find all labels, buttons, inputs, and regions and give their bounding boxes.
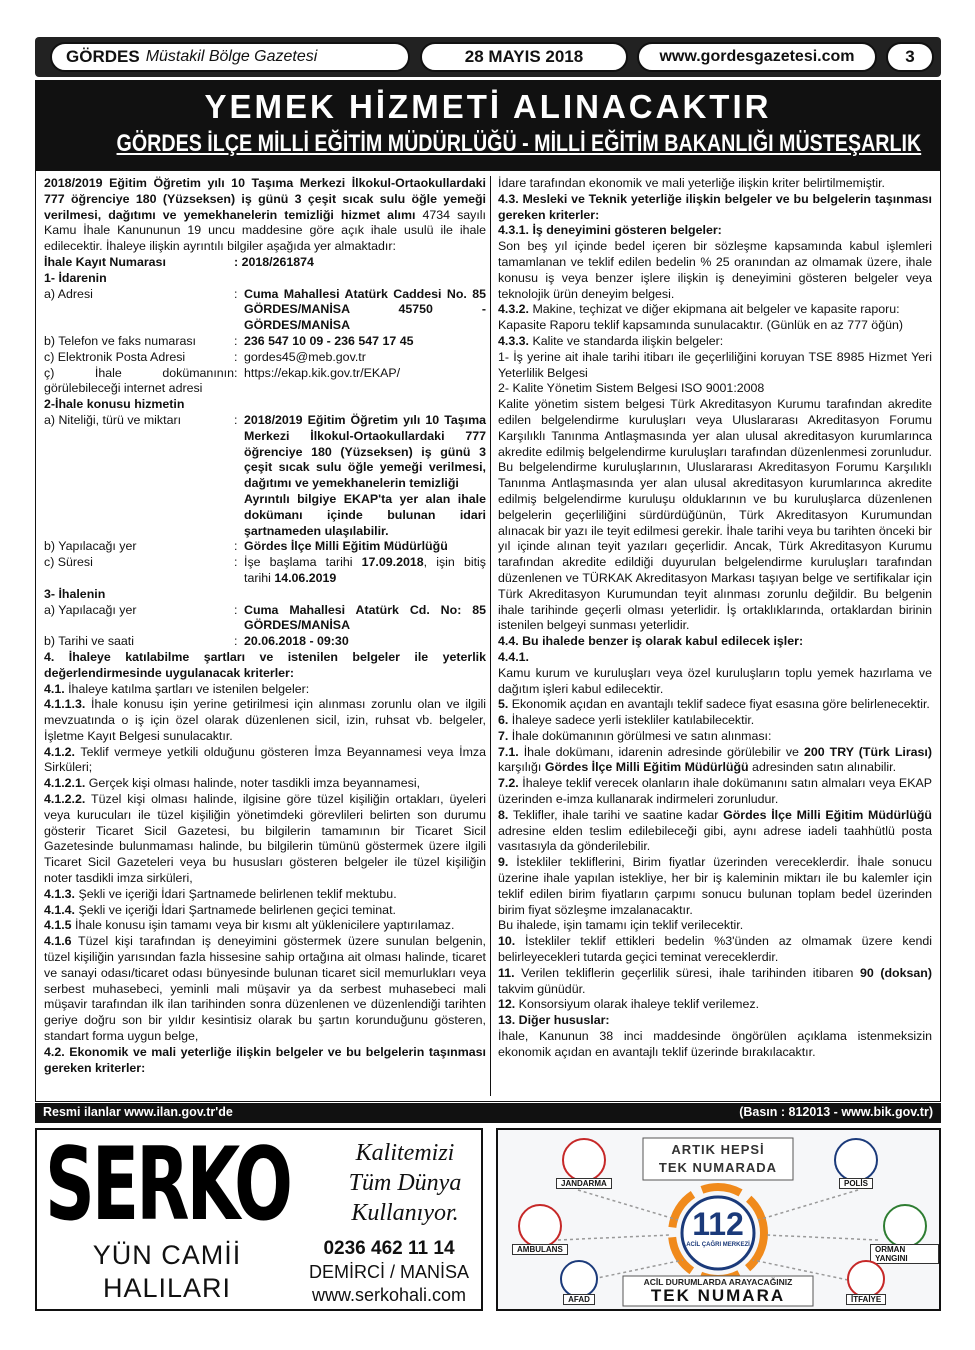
paper-name-pill (50, 42, 410, 72)
article-title: YEMEK HİZMETİ ALINACAKTIR (204, 88, 772, 125)
s414-num: 4.1.4. (44, 902, 76, 917)
s432-num: 4.3.2. (498, 302, 530, 317)
serko-phone: 0236 462 11 14 (323, 1238, 455, 1259)
left-column (44, 176, 486, 1076)
s432-b: Kapasite Raporu teklif kapsamında sunulacaktır. (Günlük en az 777 öğün) (498, 318, 904, 333)
s6-text: İhaleye sadece yerli istekliler katılabilecektir. (508, 713, 755, 728)
s2a-note: Ayrıntılı bilgiye EKAP'ta yer alan ihale dokümanı içinde bulunan idari şartnameden ulaşılabilir. (244, 491, 486, 538)
serko-slogan-1: Kalitemizi (355, 1140, 455, 1166)
s1b-label: b) Telefon ve faks numarası (44, 333, 196, 348)
ambulance-icon (518, 1204, 562, 1248)
serko-product-1: YÜN CAMİİ (92, 1240, 242, 1270)
right-column (498, 176, 932, 1061)
badge-label: İTFAİYE (846, 1294, 886, 1305)
s9-num: 9. (498, 855, 509, 870)
s4121 (44, 776, 486, 792)
s41-num: 4.1. (44, 681, 65, 696)
intro-rest: 4734 sayılı Kamu İhale Kanununun 19 uncu maddesine göre açık ihale usulü ile ihale edilecektir. İhaleye ilişkin ayrıntılı bilgiler aşağıda yer almaktadır: (44, 207, 486, 254)
s1d-value[interactable]: https://ekap.kik.gov.tr/EKAP/ (244, 365, 401, 380)
s71-b: karşılığı (498, 760, 545, 775)
ad-112-banner-1: ARTIK HEPSİ (671, 1142, 765, 1157)
ad-112-number: 112 (692, 1206, 744, 1242)
serko-web[interactable]: www.serkohali.com (311, 1285, 467, 1305)
s2b-row: b) Yapılacağı yer : Gördes İlçe Milli Eğitim Müdürlüğü (44, 539, 486, 555)
website-link[interactable]: www.gordesgazetesi.com (659, 48, 855, 65)
s12-text: Konsorsiyum olarak ihaleye teklif verilemez. (515, 997, 760, 1012)
s412-num: 4.1.2. (44, 744, 76, 759)
footer-right-text[interactable]: (Basın : 812013 - www.bik.gov.tr) (739, 1105, 933, 1119)
s13-heading: 13. Diğer hususlar: (498, 1013, 610, 1028)
s4122 (44, 792, 486, 887)
s416 (44, 934, 486, 1045)
footer-left-text[interactable]: Resmi ilanlar www.ilan.gov.tr'de (43, 1105, 233, 1119)
jandarma-icon (562, 1138, 606, 1182)
s71-place: Gördes İlçe Milli Eğitim Müdürlüğü (544, 760, 749, 775)
s1d-label: ç) İhale dokümanının görülebileceği internet adresi (44, 365, 234, 396)
s416-num: 4.1.6 (44, 934, 72, 949)
s5-text: Ekonomik açıdan en avantajlı teklif sadece fiyat esasına göre belirlenecektir. (508, 697, 930, 712)
police-icon (834, 1138, 878, 1182)
column-divider (490, 176, 491, 1096)
s2c-pre: İşe başlama tarihi (244, 555, 362, 570)
s11-a: Verilen tekliflerin geçerlilik süresi, ihale tarihinden itibaren (514, 965, 860, 980)
s1c-value: gordes45@meb.gov.tr (244, 349, 366, 364)
s12 (498, 997, 932, 1013)
s7-text: İhale dokümanının görülmesi ve satın alınması: (508, 728, 772, 743)
badge-jandarma (556, 1138, 612, 1189)
date-pill (420, 42, 628, 72)
serko-logo: SERKO (45, 1125, 291, 1244)
s71-num: 7.1. (498, 744, 519, 759)
s2b-value: Gördes İlçe Milli Eğitim Müdürlüğü (244, 539, 448, 554)
s1b-row: b) Telefon ve faks numarası : 236 547 10 09 - 236 547 17 45 (44, 334, 486, 350)
ad-112-center-label: ACİL ÇAĞRI MERKEZİ (686, 1242, 750, 1248)
s12-num: 12. (498, 997, 516, 1012)
s9 (498, 855, 932, 918)
s42-text: İdare tarafından ekonomik ve mali yeterliğe ilişkin kriter belirtilmemiştir. (498, 176, 886, 190)
serko-ad[interactable] (35, 1125, 483, 1311)
s8-b: adresine elden teslim edilebileceği gibi, aynı adrese iadeli taahhütlü posta vasıtasıyla da gönderilebilir. (498, 823, 932, 854)
s441-text: Kamu kurum ve kuruluşları veya özel kuruluşların toplu yemek hazırlama ve dağıtım işleri kabul edilecektir. (498, 665, 932, 696)
s416-text: Tüzel kişi tarafından iş deneyimini göstermek üzere sunulan belgenin, tüzel kişiliğin yarısından fazla hissesine sahip ortağına ait olması halinde, ticaret ve sanayi odası/ticaret odası bünyesinde bulunan ticaret sicil memurlukları veya serbest muhasebeci, yeminli mali müşavir ya da serbest muhasebeci mali müşavir tarafından ilk ilan tarihinden sonra düzenlenen ve düzenlendiği tarihten geriye doğru son bir yıldır kesintisiz olarak bu şartın korunduğunu gösteren, standart forma uygun belge, (44, 934, 486, 1044)
s4113-num: 4.1.1.3. (44, 697, 86, 712)
s1a-row: a) Adresi : Cuma Mahallesi Atatürk Caddesi No. 85 GÖRDES/MANİSA 45750 - GÖRDES/MANİSA (44, 286, 486, 333)
s6-num: 6. (498, 713, 509, 728)
s432 (498, 302, 932, 318)
s8-num: 8. (498, 807, 509, 822)
s10-num: 10. (498, 934, 516, 949)
s44-heading: 4.4. Bu ihalede benzer iş olarak kabul edilecek işler: (498, 634, 804, 649)
footer-bar (35, 1103, 941, 1123)
s433-num: 4.3.3. (498, 333, 530, 348)
s413 (44, 887, 486, 903)
s8-a: Teklifler, ihale tarihi ve saatine kadar (508, 807, 724, 822)
s2c-row: c) Süresi : İşe başlama tarihi 17.09.2018, işin bitiş tarihi 14.06.2019 (44, 555, 486, 585)
s71-c: adresinden satın alınabilir. (748, 760, 897, 775)
badge-label: AMBULANS (512, 1244, 568, 1255)
fire-department-icon (847, 1260, 885, 1298)
s2b-label: b) Yapılacağı yer (44, 539, 137, 554)
s433-text: Kalite ve standarda ilişkin belgeler: (529, 333, 724, 348)
s11-b: takvim günüdür. (498, 981, 586, 996)
ad-112-banner-2: TEK NUMARADA (658, 1160, 778, 1175)
s433-body: Kalite yönetim sistem belgesi Türk Akreditasyon Kurumu tarafından akredite edilen belgelendirme kuruluşları veya Uluslararası Akreditasyon Forumu Karşılıklı Tanınma Antlaşmasında yer alan ulusal akreditasyon kurumlarınca akredite edilmiş belgelendirme kuruluşları tarafından düzenlenmesi zorunludur. Bu belgelendirme kuruluşlarının, Uluslararası Akreditasyon Forumu Karşılıklı Tanınma Antlaşmasında yer alan ulusal akreditasyon kurumlarınca akredite edilmiş belgelendirme kuruluşu olduklarının ve bu kuruluşlarca düzenlenen belgelerin geçerliliğini sürdürdüğünün, Türk Akreditasyon Kurumundan alınacak bir yazı ile teyit edilmesi gerekir. İhale tarihi veya bu tarihten önceki bir yıl içinde alınan teyit yazıları geçerlidir. Ancak, Türk Akreditasyon Kurumu tarafından akredite edildiği duyurulan belgelendirme kuruluşları tarafından düzenlenen ve TÜRKAK Akreditasyon Markası taşıyan belge ve sertifikalar için Türk Akreditasyon Kurumundan teyit alınması zorunlu değildir. Bu belgenin ihale tarihinde geçerli olması yeterlidir. İş ortaklıklarında, ortaklardan birinin istenilen belgeyi sunması yeterlidir. (498, 397, 932, 633)
s11-num: 11. (498, 965, 515, 980)
serko-product-2: HALILARI (102, 1273, 232, 1303)
s415-text: İhale konusu işin tamamı veya bir kısmı alt yüklenicilere yaptırılamaz. (71, 918, 455, 933)
s4113-text: İhale konusu işin yerine getirilmesi için alınması zorunlu olan ve ilgili mevzuatında o iş için özel olarak düzenlenen sicil, izin, ruhsat vb. belgeler, İşletme Kayıt Belgesi sunulacaktır. (44, 697, 486, 743)
ikn-row (44, 255, 486, 271)
s4121-num: 4.1.2.1. (44, 776, 86, 791)
s42-heading: 4.2. Ekonomik ve mali yeterliğe ilişkin belgeler ve bu belgelerin taşınması gereken kriterler: (44, 1044, 486, 1075)
s43-heading: 4.3. Mesleki ve Teknik yeterliğe ilişkin belgeler ve bu belgelerin taşınması gereken kriterler: (498, 191, 932, 222)
s415 (44, 918, 486, 934)
serko-location: DEMİRCİ / MANİSA (308, 1262, 469, 1282)
s1a-value: Cuma Mahallesi Atatürk Caddesi No. 85 GÖRDES/MANİSA 45750 - GÖRDES/MANİSA (244, 286, 486, 333)
s9-b: Bu ihalede, işin tamamı için teklif verilecektir. (498, 918, 744, 933)
section-1: 1- İdarenin (44, 270, 107, 285)
s3b-row: b) Tarihi ve saati : 20.06.2018 - 09:30 (44, 634, 486, 650)
badge-ambulans (512, 1204, 568, 1255)
s1a-label: a) Adresi (44, 286, 93, 301)
s431-heading: 4.3.1. İş deneyimini gösteren belgeler: (498, 223, 722, 238)
s1c-row: c) Elektronik Posta Adresi : gordes45@meb.gov.tr (44, 350, 486, 366)
section-4-heading: 4. İhaleye katılabilme şartları ve istenilen belgeler ile yeterlik değerlendirmesinde uygulanacak kriterler: (44, 649, 486, 680)
s412-text: Teklif vermeye yetkili olduğunu gösteren İmza Beyannamesi veya İmza Sirküleri; (44, 744, 486, 775)
s2c-end: 14.06.2019 (274, 570, 337, 585)
ikn-label: İhale Kayıt Numarası (44, 254, 166, 269)
s41-text: İhaleye katılma şartları ve istenilen belgeler: (64, 681, 310, 696)
s433-2: 2- Kalite Yönetim Sistem Belgesi ISO 9001:2008 (498, 381, 765, 396)
s412 (44, 745, 486, 777)
badge-label: JANDARMA (556, 1178, 612, 1189)
serko-slogan-2: Tüm Dünya (348, 1170, 462, 1196)
s8-place: Gördes İlçe Milli Eğitim Müdürlüğü (723, 807, 932, 822)
s11-days: 90 (doksan) (859, 965, 932, 980)
serko-slogan-3: Kullanıyor. (351, 1200, 459, 1226)
s4122-num: 4.1.2.2. (44, 792, 86, 807)
paper-subtitle: Müstakil Bölge Gazetesi (145, 48, 318, 65)
s10-text: İstekliler teklif ettikleri bedelin %3'ünden az olmamak üzere kendi belirleyecekleri tutarda geçici teminat vereceklerdir. (498, 934, 932, 965)
ad-112-bottom-1: ACİL DURUMLARDA ARAYACAĞINIZ (643, 1277, 793, 1287)
s433 (498, 334, 932, 350)
s72 (498, 776, 932, 808)
badge-orman-yangini (870, 1204, 939, 1264)
issue-date: 28 MAYIS 2018 (464, 47, 584, 66)
s413-text: Şekli ve içeriği İdari Şartnamede belirlenen teklif mektubu. (75, 886, 397, 901)
s41 (44, 682, 486, 698)
badge-label: POLİS (839, 1178, 873, 1189)
s6 (498, 713, 932, 729)
page-number: 3 (905, 47, 915, 66)
s433-1: 1- İş yerine ait ihale tarihi itibarı ile geçerliliğini koruyan TSE 8985 Hizmet Yeri Yeterlilik Belgesi (498, 349, 932, 380)
badge-afad (560, 1260, 598, 1305)
s4122-text: Tüzel kişi olması halinde, ilgisine göre tüzel kişiliğin ortakları, üyeleri veya kurucuları ile tüzel kişiliğin yönetimdeki görevlileri belirten son durumu gösterir Ticaret Sicil Gazetesi, bu bilgilerin tamamının bir Ticaret Sicil Gazetesinde bulunmaması halinde, bu bilgilerin tümünü göstermek üzere ilgili Ticaret Sicil Gazeteleri veya bu hususları gösteren belgeler ile tüzel kişiliğin noter tasdikli imza sirküleri, (44, 792, 486, 886)
s4121-text: Gerçek kişi olması halinde, noter tasdikli imza beyannamesi, (85, 776, 421, 791)
s71 (498, 745, 932, 777)
s3b-label: b) Tarihi ve saati (44, 634, 134, 649)
paper-name: GÖRDES (66, 47, 140, 66)
s2a-row: a) Niteliği, türü ve miktarı : 2018/2019 Eğitim Öğretim yılı 10 Taşıma Merkezi İlkokul-Ortaokullardaki 777 öğrenciye 180 (Yüzseksen) iş günü 3 çeşit sıcak sulu öğle yemeği verilmesi, dağıtımı ve yemekhanelerin temizliği Ayrıntılı bilgiye EKAP'ta yer alan ihale dokümanı içinde bulunan idari şartnameden ulaşılabilir. (44, 412, 486, 538)
afad-icon (560, 1260, 598, 1298)
s7-num: 7. (498, 728, 509, 743)
intro-bold: 2018/2019 Eğitim Öğretim yılı 10 Taşıma Merkezi İlkokul-Ortaokullardaki 777 öğrenciye 180 (Yüzseksen) iş günü 3 çeşit sıcak sulu öğle yemeği verilmesi, dağıtımı ve yemekhanelerin temizliği hizmet alımı (44, 176, 486, 222)
s2a-values (244, 413, 486, 539)
forest-fire-icon (883, 1204, 927, 1248)
s414-text: Şekli ve içeriği İdari Şartnamede belirlenen geçici teminat. (75, 902, 396, 917)
website-pill (637, 42, 877, 72)
s5 (498, 697, 932, 713)
s72-text: İhaleye teklif verecek olanların ihale dokümanını satın almaları veya EKAP üzerinden e-imza kullanarak indirmeleri zorunludur. (498, 776, 932, 807)
s2c-mid: , işin bitiş tarihi (244, 555, 486, 585)
s3b-value: 20.06.2018 - 09:30 (244, 634, 349, 649)
s431-text: Son beş yıl içinde bedel içeren bir sözleşme kapsamında kabul işlemleri tamamlanan ve teklif edilen bedelin % 25 oranından az olmamak üzere, ihale konusu iş veya benzer işlere ilişkin iş deneyimini gösteren belgeler veya teknolojik ürün deneyim belgesi. (498, 239, 932, 301)
s1c-label: c) Elektronik Posta Adresi (44, 349, 186, 364)
s13-text: İhale, Kanunun 38 inci maddesinde öngörülen açıklama istenmeksizin ekonomik açıdan en avantajlı teklif üzerinde bırakılacaktır. (498, 1029, 932, 1059)
ad-112-bottom-2: TEK NUMARA (650, 1286, 786, 1305)
badge-label: ORMAN YANGINI (870, 1244, 939, 1264)
s413-num: 4.1.3. (44, 886, 76, 901)
ikn-value: : 2018/261874 (234, 254, 314, 269)
s11 (498, 966, 932, 998)
section-3: 3- İhalenin (44, 586, 106, 601)
s1d-row: ç) İhale dokümanının görülebileceği internet adresi : https://ekap.kik.gov.tr/EKAP/ (44, 366, 486, 398)
s3a-label: a) Yapılacağı yer (44, 602, 137, 617)
s2a-label: a) Niteliği, türü ve miktarı (44, 412, 182, 427)
s3a-value: Cuma Mahallesi Atatürk Cd. No: 85 GÖRDES/MANİSA (244, 602, 486, 633)
s5-num: 5. (498, 697, 509, 712)
s3a-row: a) Yapılacağı yer : Cuma Mahallesi Atatürk Cd. No: 85 GÖRDES/MANİSA (44, 602, 486, 633)
s2a-value: 2018/2019 Eğitim Öğretim yılı 10 Taşıma Merkezi İlkokul-Ortaokullardaki 777 öğrenciye 180 (Yüzseksen) iş günü 3 çeşit sıcak sulu öğle yemeği verilmesi, dağıtımı ve yemekhanelerin temizliği (244, 412, 486, 491)
intro (44, 176, 486, 255)
s1b-value: 236 547 10 09 - 236 547 17 45 (244, 333, 414, 348)
s415-num: 4.1.5 (44, 918, 72, 933)
s9-text: İstekliler tekliflerini, Birim fiyatlar üzerinden vereceklerdir. İhale sonucu üzerine ihale yapılan istekliye, her bir iş kaleminin miktarı ile bu kalemler için teklif edilen birim fiyatların çarpımı sonucu bulunan toplam bedel üzerinden birim fiyat sözleşme imzalanacaktır. (498, 855, 932, 917)
s71-a: İhale dokümanı, idarenin adresinde görülebilir ve (518, 744, 804, 759)
emergency-112-ad[interactable] (496, 1128, 941, 1311)
page-number-pill (886, 42, 934, 72)
s414 (44, 903, 486, 919)
s2c-value (244, 555, 486, 587)
s72-num: 7.2. (498, 776, 519, 791)
s2c-start: 17.09.2018 (361, 555, 424, 570)
badge-polis (834, 1138, 878, 1189)
s7 (498, 729, 932, 745)
s71-price: 200 TRY (Türk Lirası) (803, 744, 933, 759)
s432-text: Makine, teçhizat ve diğer ekipmana ait belgeler ve kapasite raporu: (529, 302, 900, 317)
section-2: 2-İhale konusu hizmetin (44, 397, 185, 412)
s8 (498, 808, 932, 855)
badge-itfaiye (846, 1260, 886, 1305)
s441-heading: 4.4.1. (498, 649, 530, 664)
badge-label: AFAD (563, 1294, 595, 1305)
s10 (498, 934, 932, 966)
s4113 (44, 697, 486, 744)
article-subtitle: GÖRDES İLÇE MİLLİ EĞİTİM MÜDÜRLÜĞÜ - MİLLİ EĞİTİM BAKANLIĞI MÜSTEŞARLIK (116, 130, 922, 157)
s2c-label: c) Süresi (44, 555, 93, 570)
